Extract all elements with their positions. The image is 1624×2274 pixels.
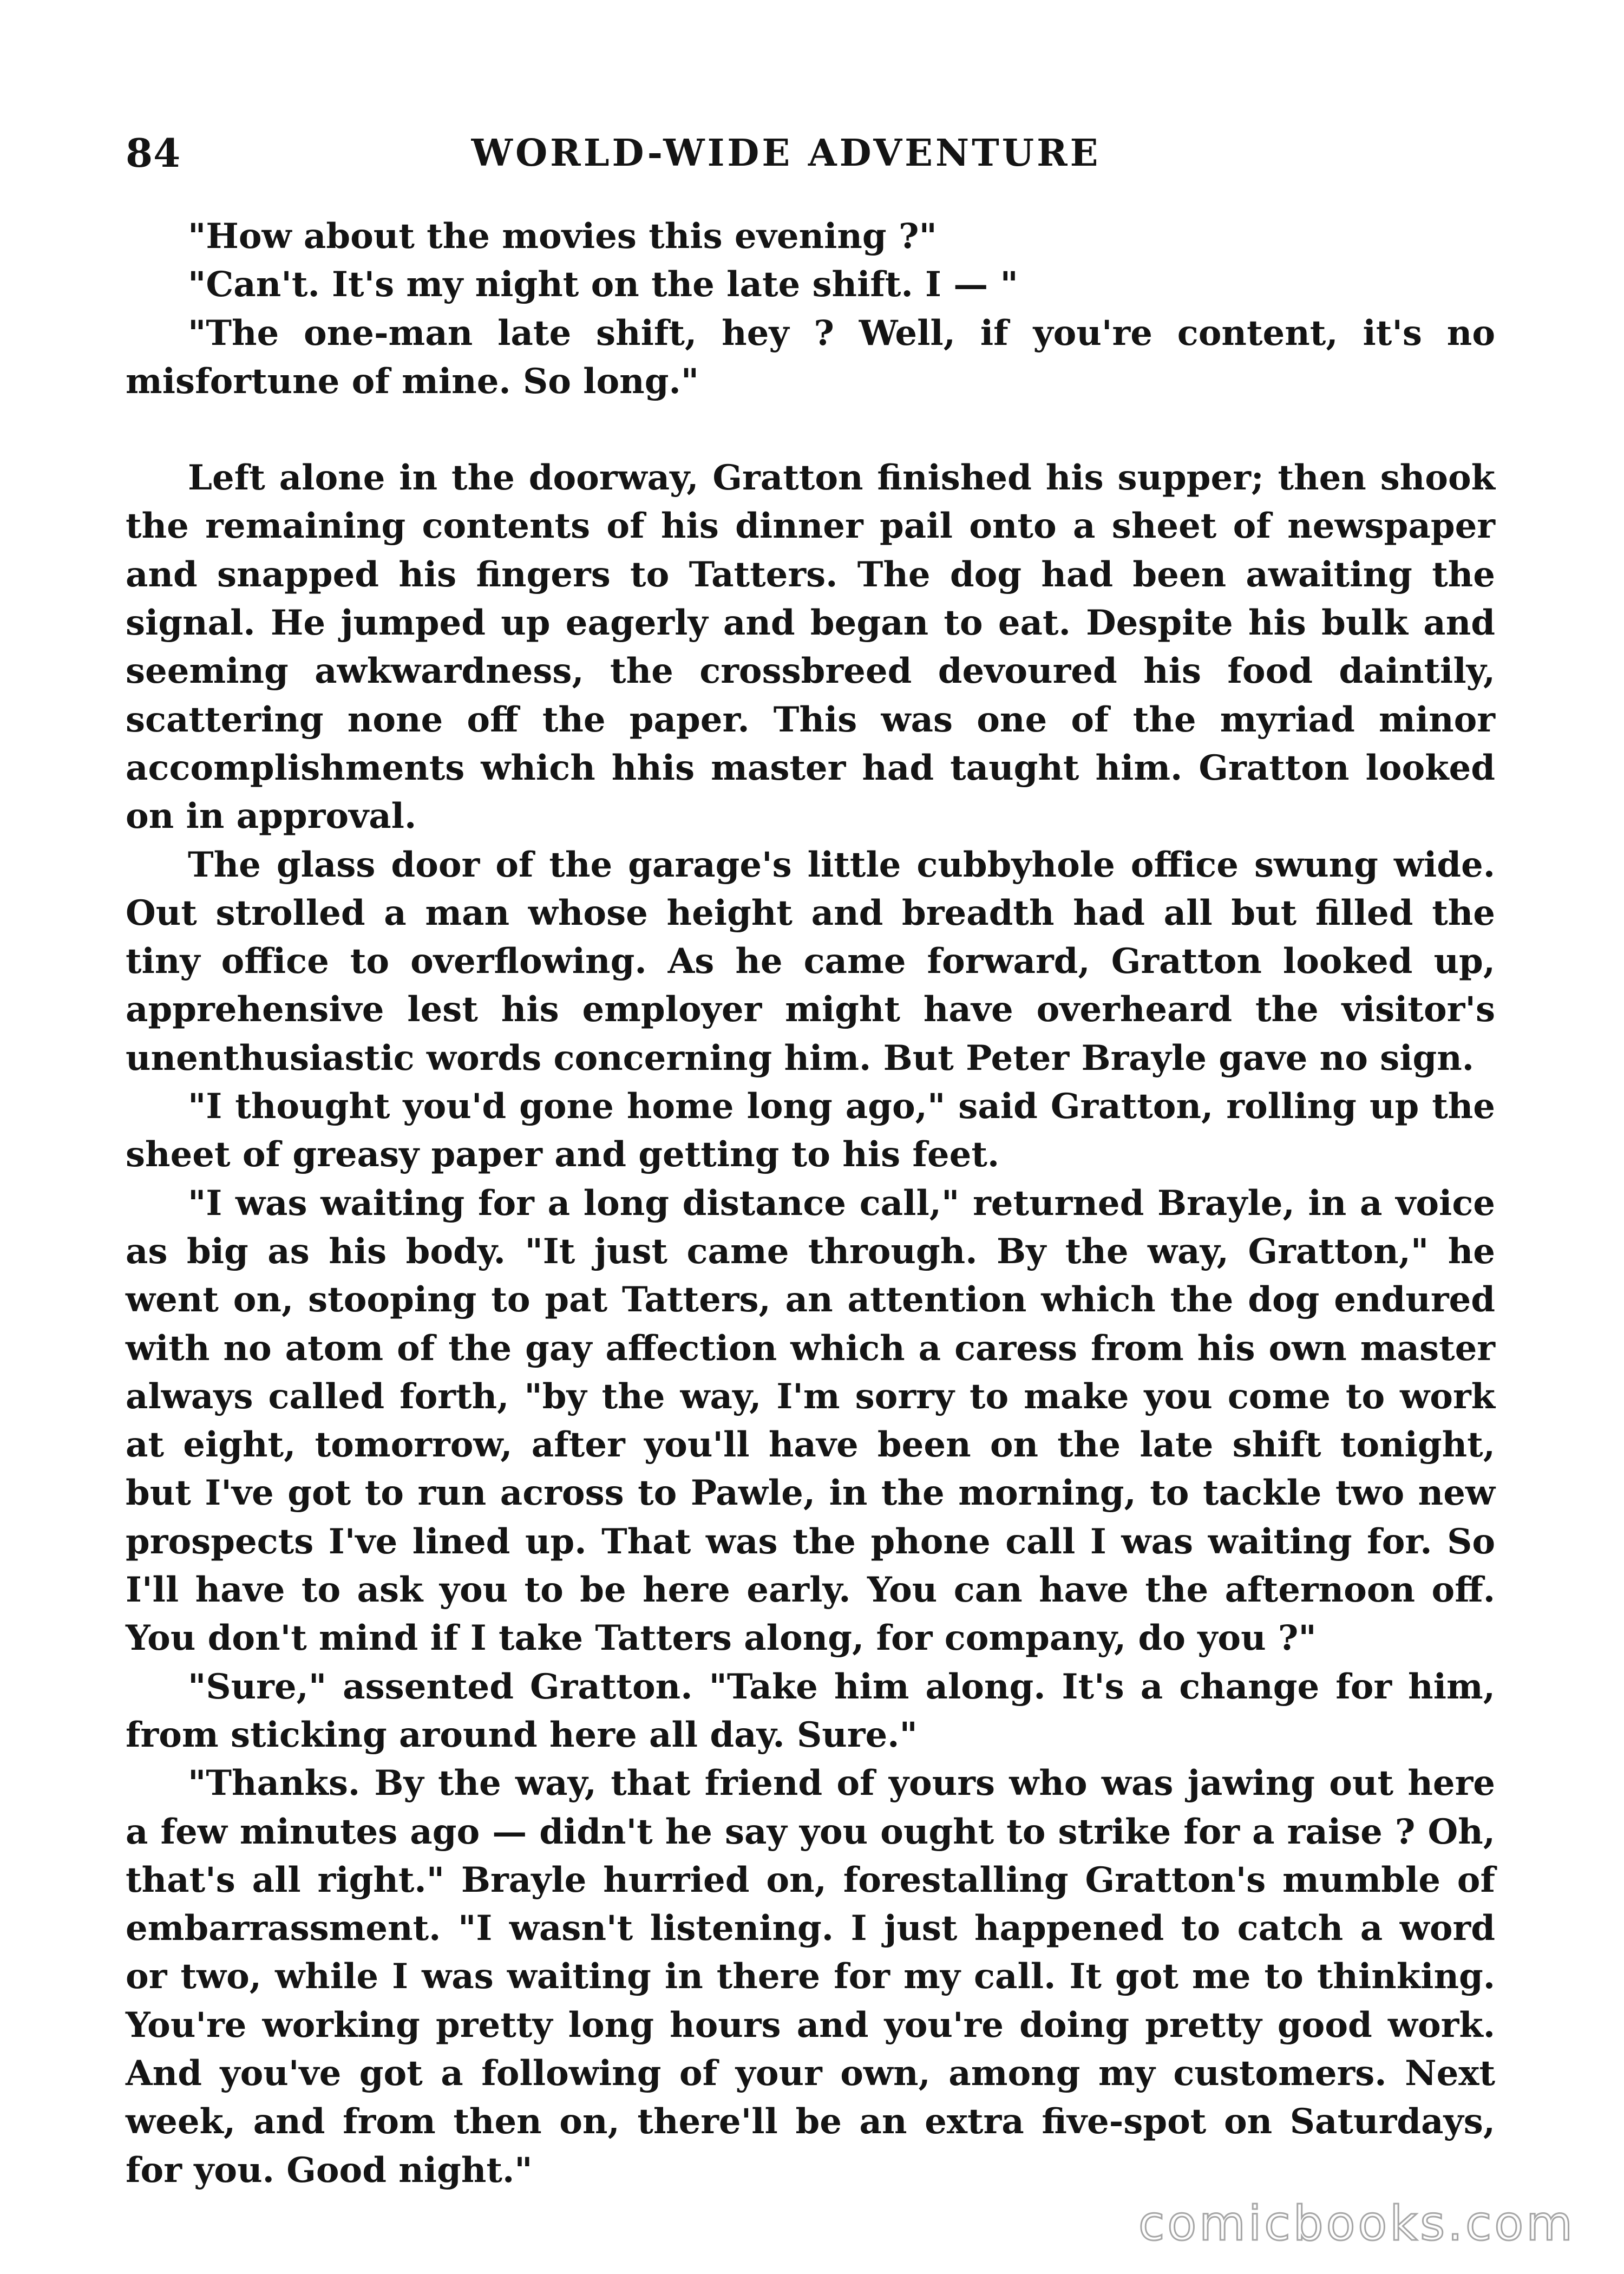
running-head-title: WORLD-WIDE ADVENTURE [471, 132, 1101, 175]
paragraph: The glass door of the garage's little cubbyhole office swung wide. Out strolled a man whose height and breadth had all but filled the tiny office to overflowing. As he came forward, Gratton looked up, apprehensive lest his employer might have overheard the visitor's unenthusiastic words concerning him. But Peter Brayle gave no sign. [126, 844, 1495, 1079]
paragraph: "Can't. It's my night on the late shift. I — " [188, 264, 1018, 305]
watermark: comicbooks.com [1138, 2195, 1575, 2251]
page-header [126, 123, 1446, 183]
paragraph: "Thanks. By the way, that friend of yours who was jawing out here a few minutes ago — didn't he say you ought to strike for a raise ? Oh, that's all right." Brayle hurried on, forestalling Gratton's mumble of embarrassment. "I wasn't listening. I just happened to catch a word or two, while I was waiting in there for my call. It got me to thinking. You're working pretty long hours and you're doing pretty good work. And you've got a following of your own, among my customers. Next week, and from then on, there'll be an extra five-spot on Saturdays, for you. Good night." [126, 1763, 1495, 2191]
paragraph: "The one-man late shift, hey ? Well, if you're content, it's no misfortune of mine. So long." [126, 312, 1495, 402]
page-number: 84 [126, 130, 181, 176]
body-text [126, 212, 1495, 2194]
paragraph: "Sure," assented Gratton. "Take him along. It's a change for him, from sticking around here all day. Sure." [126, 1666, 1495, 1755]
paragraph: "I was waiting for a long distance call," returned Brayle, in a voice as big as his body. "It just came through. By the way, Gratton," he went on, stooping to pat Tatters, an attention which the dog endured with no atom of the gay affection which a caress from his own master always called forth, "by the way, I'm sorry to make you come to work at eight, tomorrow, after you'll have been on the late shift tonight, but I've got to run across to Pawle, in the morning, to tackle two new prospects I've lined up. That was the phone call I was waiting for. So I'll have to ask you to be here early. You can have the afternoon off. You don't mind if I take Tatters along, for company, do you ?" [126, 1182, 1495, 1659]
paragraph: Left alone in the doorway, Gratton finished his supper; then shook the remaining contents of his dinner pail onto a sheet of newspaper and snapped his fingers to Tatters. The dog had been awaiting the signal. He jumped up eagerly and began to eat. Despite his bulk and seeming awkwardness, the crossbreed devoured his food daintily, scattering none off the paper. This was one of the myriad minor accomplishments which hhis master had taught him. Gratton looked on in approval. [126, 458, 1495, 837]
paragraph: "How about the movies this evening ?" [188, 216, 937, 257]
paragraph: "I thought you'd gone home long ago," said Gratton, rolling up the sheet of greasy paper and getting to his feet. [126, 1086, 1495, 1175]
